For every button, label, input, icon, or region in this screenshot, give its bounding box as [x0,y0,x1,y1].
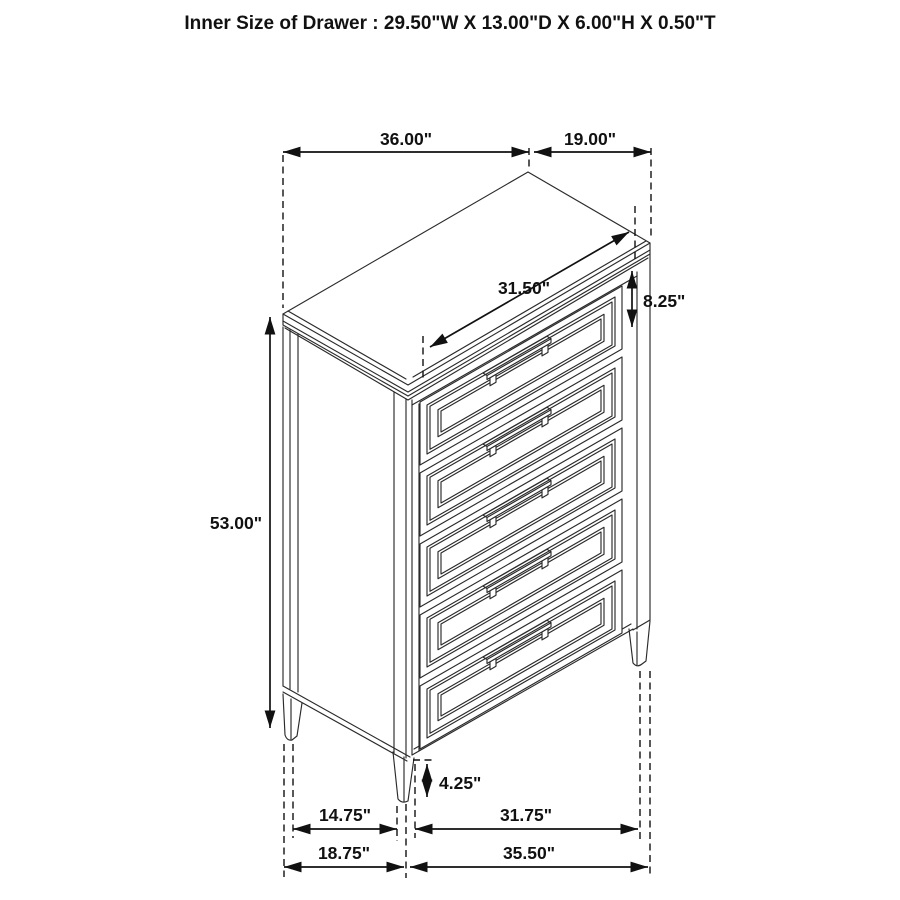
first-drawer-height-label: 8.25" [643,291,686,311]
base-width-inner-label: 31.75" [499,805,553,825]
base-width-outer-label: 35.50" [502,843,556,863]
dimension-base-width-outer [410,843,648,867]
dimension-base-width-inner [415,805,638,829]
overall-height-label: 53.00" [209,513,262,533]
top-depth-label: 19.00" [563,129,617,149]
dimension-first-drawer-height [632,271,685,327]
diagram-title: Inner Size of Drawer : 29.50"W X 13.00"D X 6.00"H X 0.50"T [184,13,716,34]
dimension-overall-height [210,317,270,728]
base-depth-inner-label: 14.75" [318,805,372,825]
chest-illustration [283,172,650,802]
dimension-base-depth-outer [284,843,404,867]
top-width-label: 36.00" [379,129,433,149]
chest-side-panel [283,327,410,761]
base-depth-outer-label: 18.75" [317,843,371,863]
dimension-top-depth [534,129,651,152]
dimension-base-depth-inner [293,805,397,829]
dimension-leg-height [427,764,481,797]
leg-height-label: 4.25" [439,773,482,793]
dimension-top-width [283,129,529,152]
top-front-edge-label: 31.50" [497,278,551,298]
